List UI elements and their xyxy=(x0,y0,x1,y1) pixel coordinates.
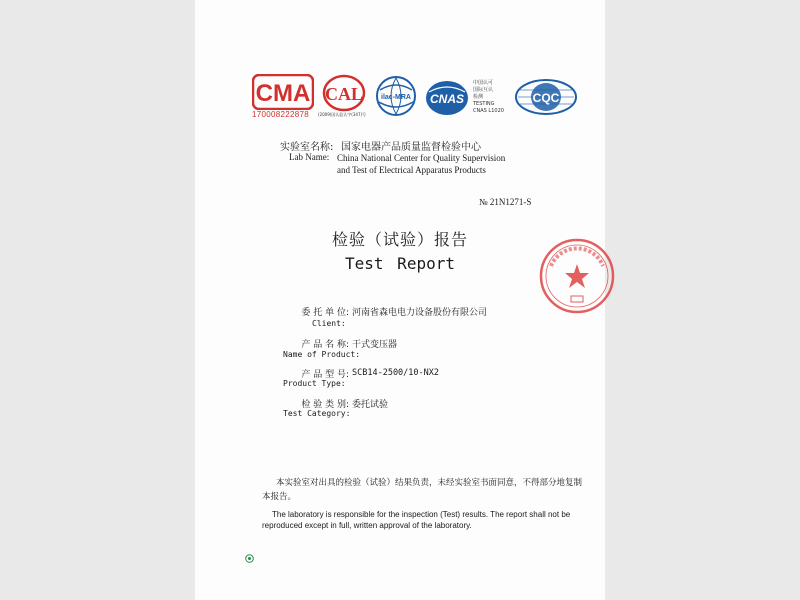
cal-code: (2009)国认监认字(347)号 xyxy=(318,112,367,117)
lab-name-en-line2: and Test of Electrical Apparatus Products xyxy=(337,165,486,175)
product-type-label-en: Product Type: xyxy=(283,379,346,388)
cnas-line: CNAS L1020 xyxy=(473,108,504,114)
notice-en: The laboratory is responsible for the inspection (Test) results. The report shall not be reproduced except in full, written approval of the laboratory. xyxy=(262,510,571,530)
cnas-line: 检测 xyxy=(473,94,484,100)
cnas-line: 中国认可 xyxy=(473,80,494,86)
client-label-en: Client: xyxy=(312,319,346,328)
product-type-label-zh: 产 品 型 号: xyxy=(301,370,349,380)
cqc-logo xyxy=(514,78,578,116)
test-category-label-zh: 检 验 类 别: xyxy=(301,400,349,410)
client-value: 河南省森电电力设备股份有限公司 xyxy=(352,308,488,318)
cnas-logo xyxy=(424,78,470,118)
product-type-value: SCB14-2500/10-NX2 xyxy=(352,368,439,378)
cnas-line: TESTING xyxy=(473,101,495,107)
page-mark-icon xyxy=(245,548,254,557)
report-number: № 21N1271-S xyxy=(479,197,532,207)
product-name-label-en: Name of Product: xyxy=(283,350,361,359)
product-name-label-zh: 产 品 名 称: xyxy=(301,340,349,350)
official-seal-stamp xyxy=(537,236,617,316)
ilac-text: ilac-MRA xyxy=(381,94,411,101)
report-title-en: Test Report xyxy=(345,254,455,273)
cnas-accreditation-text xyxy=(473,80,518,115)
client-label-zh: 委 托 单 位: xyxy=(301,308,349,318)
cal-logo xyxy=(322,74,366,116)
cqc-text: CQC xyxy=(532,91,560,105)
cma-code: 170008222878 xyxy=(252,110,309,119)
product-name-value: 干式变压器 xyxy=(352,340,398,350)
lab-name-label-zh: 实验室名称: xyxy=(280,142,334,153)
lab-name-en xyxy=(337,152,537,176)
notice-zh: 本实验室对出具的检验（试验）结果负责，未经实验室书面同意，不得部分地复制本报告。 xyxy=(262,478,583,502)
lab-name-zh: 国家电器产品质量监督检验中心 xyxy=(341,142,481,153)
report-title-zh: 检验（试验）报告 xyxy=(331,230,468,249)
lab-name-en-line1: China National Center for Quality Supervision xyxy=(337,153,506,163)
cnas-line: 国际互认 xyxy=(473,87,494,93)
test-category-value: 委托试验 xyxy=(352,400,389,410)
ilac-logo xyxy=(374,74,418,120)
cma-text: CMA xyxy=(255,80,311,107)
test-category-label-en: Test Category: xyxy=(283,409,351,418)
cnas-text: CNAS xyxy=(429,92,465,106)
lab-name-label-en: Lab Name: xyxy=(289,152,330,162)
cal-text: CAL xyxy=(324,84,364,104)
